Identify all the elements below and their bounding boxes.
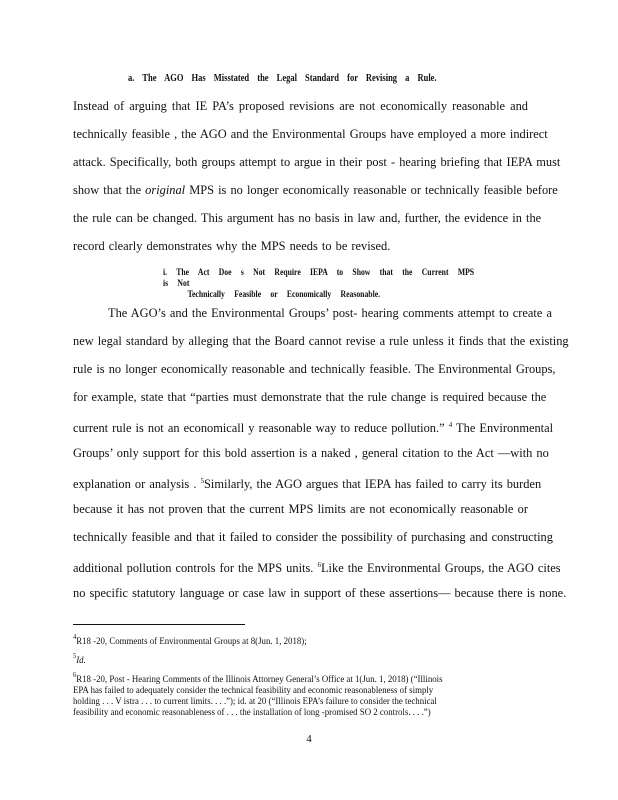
footnote-6	[73, 670, 492, 718]
para1-line-4-a: show that the	[73, 183, 146, 197]
para1-line-3: attack. Specifically, both groups attempt to argue in their post - hearing briefing that IEPA must	[73, 155, 561, 169]
para2-line-7-a: explanation or analysis .	[73, 477, 201, 491]
para2-line-7	[73, 474, 542, 491]
para2-line-5-a: current rule is not an economicall y reasonable way to reduce pollution.”	[73, 421, 449, 435]
para2-line-9: technically feasible and that it failed to consider the possibility of purchasing and constructing	[73, 530, 553, 544]
para2-line-11: no specific statutory language or case law in support of these assertions— because there is none.	[73, 586, 567, 600]
footnote-4-text: R18 -20, Comments of Environmental Groups at 8(Jun. 1, 2018);	[76, 636, 307, 647]
footnote-5	[73, 651, 492, 666]
para2-line-1: The AGO’s and the Environmental Groups’ post- hearing comments attempt to create a	[108, 306, 552, 320]
subsection-heading-line-2: Technically Feasible or Economically Reasonable.	[187, 290, 381, 300]
footnote-6-line-4: feasibility and economic reasonableness of . . . the installation of long -promised SO 2 controls. . . .”)	[73, 707, 431, 718]
para1-line-2: technically feasible , the AGO and the Environmental Groups have employed a more indirect	[73, 127, 548, 141]
para2-line-4: for example, state that “parties must demonstrate that the rule change is required because the	[73, 390, 547, 404]
para2-line-7-b: Similarly, the AGO argues that IEPA has failed to carry its burden	[204, 477, 542, 491]
para1-line-1: Instead of arguing that IE PA’s proposed revisions are not economically reasonable and	[73, 99, 528, 113]
para1-line-6: record clearly demonstrates why the MPS needs to be revised.	[73, 239, 391, 253]
footnote-ref-4[interactable]: 4	[448, 421, 453, 429]
page-number: 4	[306, 733, 312, 745]
subsection-heading-i	[163, 268, 475, 301]
subsection-heading-line-1: i. The Act Doe s Not Require IEPA to Show that the Current MPS is Not	[163, 268, 475, 289]
section-heading-a: a. The AGO Has Misstated the Legal Standard for Revising a Rule.	[128, 73, 437, 84]
footnote-5-text: Id.	[76, 655, 86, 666]
footnote-6-line-3: holding . . . V istra . . . to current limits. . . .”); id. at 20 (“Illinois EPA’s failure to consider the technical	[73, 696, 437, 707]
para2-line-5	[73, 418, 554, 435]
footnote-4-mark: 4	[73, 633, 77, 641]
para2-line-6: Groups’ only support for this bold assertion is a naked , general citation to the Act —with no	[73, 446, 549, 460]
footnote-6-line-1	[73, 670, 492, 685]
para2-line-3: rule is no longer economically reasonable and technically feasible. The Environmental Groups,	[73, 362, 556, 376]
footnote-ref-6[interactable]: 6	[317, 561, 321, 569]
para2-line-5-b: The Environmental	[452, 421, 554, 435]
original-emphasis: original	[145, 183, 186, 197]
para1-line-4	[73, 183, 558, 197]
para2-line-2: new legal standard by alleging that the Board cannot revise a rule unless it finds that the existing	[73, 334, 569, 348]
para1-line-5: the rule can be changed. This argument has no basis in law and, further, the evidence in the	[73, 211, 542, 225]
footnote-6-line-1-text: R18 -20, Post - Hearing Comments of the Illinois Attorney General’s Office at 1(Jun. 1, 2018) (“Illinois	[76, 674, 443, 685]
para2-line-10-a: additional pollution controls for the MPS units.	[73, 561, 318, 575]
footnote-6-line-2: EPA has failed to adequately consider the technical feasibility and economic reasonableness of simply	[73, 685, 434, 696]
para2-line-10	[73, 558, 561, 575]
footnote-6-mark: 6	[73, 671, 77, 679]
footnote-4	[73, 632, 492, 647]
footnote-ref-5[interactable]: 5	[200, 477, 205, 485]
para1-line-4-b: MPS is no longer economically reasonable or technically feasible before	[185, 183, 558, 197]
footnote-separator	[73, 624, 245, 625]
footnote-5-mark: 5	[73, 652, 77, 660]
para2-line-10-b: Like the Environmental Groups, the AGO cites	[320, 561, 561, 575]
para2-line-8: because it has not proven that the current MPS limits are not economically reasonable or	[73, 502, 528, 516]
